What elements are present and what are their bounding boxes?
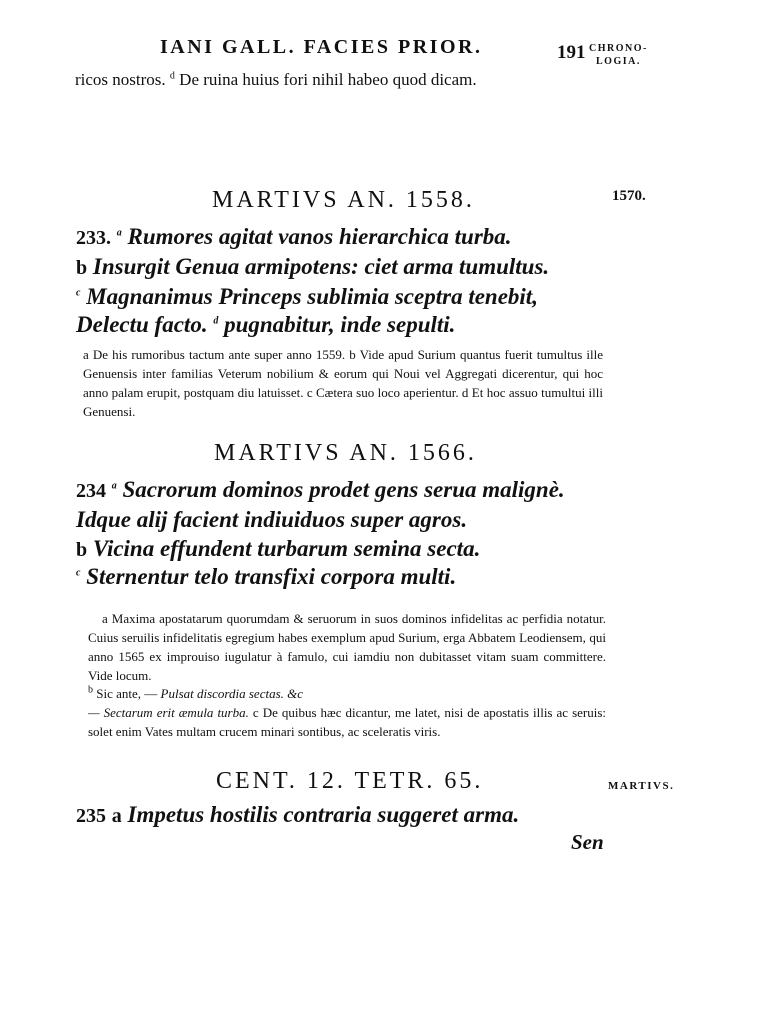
verse-line bbox=[76, 312, 455, 338]
verse-text: Vicina effundent turbarum semina secta. bbox=[92, 536, 481, 561]
verse-line bbox=[76, 477, 565, 503]
margin-year-1570: 1570. bbox=[612, 188, 646, 204]
carry-mark: d bbox=[169, 70, 175, 82]
verse-line bbox=[76, 564, 456, 590]
verse-line bbox=[76, 254, 549, 280]
top-carry-line bbox=[75, 70, 477, 90]
note-mark: b bbox=[76, 257, 88, 279]
verse-text: Sacrorum dominos prodet gens serua malignè. bbox=[122, 477, 565, 502]
catchword: Sen bbox=[571, 830, 604, 854]
note-mark: d bbox=[213, 315, 219, 327]
verse-text-continued: pugnabitur, inde sepulti. bbox=[224, 312, 456, 337]
note-mark: a bbox=[111, 480, 117, 492]
note-mark: a bbox=[111, 805, 122, 827]
note-mark: b bbox=[76, 539, 88, 561]
verse-number: 234 bbox=[76, 480, 106, 502]
margin-martius: MARTIVS. bbox=[608, 780, 675, 792]
verse-line bbox=[76, 284, 538, 310]
verse-text: Sternentur telo transfixi corpora multi. bbox=[86, 564, 457, 589]
verse-number: 235 bbox=[76, 805, 106, 827]
verse-text: Impetus hostilis contraria suggeret arma. bbox=[127, 802, 520, 827]
commentary-notes-1558: a De his rumoribus tactum ante super anno 1559. b Vide apud Surium quantus fuerit tumultus ille Genuensis inter familias Veterum nobilium & eorum qui Noui vel Aggregati dicerentur, qui hoc anno palam erupit, postquam diu latuisset. c Cætera suo loco aperientur. d Et hoc assuo tumultui illi Genuensi. bbox=[83, 347, 603, 419]
carry-text-a: ricos nostros. bbox=[75, 70, 166, 89]
margin-chronologia-line1: CHRONO- bbox=[589, 43, 648, 54]
commentary-note-a-1566: a Maxima apostatarum quorumdam & seruorum in suos dominos infidelitas ac perfidia notatur. Cuius seruilis infidelitatis egregium habes exemplum apud Surium, erga Abbatem Leodiensem, qui anno 1565 ex improuiso iugulatur à famulo, cui iamdiu non dubitasset vitam suam committere. Vide locum. bbox=[88, 611, 606, 683]
verse-text: Idque alij facient indiuiduos super agros. bbox=[76, 507, 468, 532]
note-mark: a bbox=[116, 227, 122, 239]
verse-line bbox=[76, 224, 512, 250]
section-heading-cent: CENT. 12. TETR. 65. bbox=[216, 768, 484, 794]
note-mark: c bbox=[76, 567, 81, 579]
verse-line bbox=[76, 536, 480, 562]
note-mark: b bbox=[88, 684, 93, 696]
note-b-line2: — Sectarum erit æmula turba. bbox=[88, 705, 249, 720]
verse-line bbox=[76, 507, 467, 533]
commentary-note-c-1566 bbox=[88, 703, 606, 741]
verse-text: Magnanimus Princeps sublimia sceptra tenebit, bbox=[86, 284, 538, 309]
note-b-italic: Pulsat discordia sectas. bbox=[160, 686, 284, 701]
section-heading-1558: MARTIVS AN. 1558. bbox=[212, 187, 475, 213]
verse-line bbox=[76, 802, 519, 828]
note-b-etc: &c bbox=[287, 686, 304, 701]
margin-chronologia-line2: LOGIA. bbox=[596, 56, 641, 67]
note-c-text: c De quibus hæc dicantur, me latet, nisi de apostatis illis ac seruis: solet enim Vates multam crucem minari sontibus, ac sceleratis viris. bbox=[88, 705, 607, 739]
verse-text: Rumores agitat vanos hierarchica turba. bbox=[127, 224, 512, 249]
verse-text: Delectu facto. bbox=[76, 312, 208, 337]
commentary-note-b-1566 bbox=[88, 684, 606, 703]
verse-number: 233. bbox=[76, 227, 111, 249]
margin-chronologia bbox=[589, 42, 648, 68]
note-mark: c bbox=[76, 287, 81, 299]
section-heading-1566: MARTIVS AN. 1566. bbox=[214, 440, 477, 466]
running-title: IANI GALL. FACIES PRIOR. bbox=[160, 36, 483, 58]
verse-text: Insurgit Genua armipotens: ciet arma tumultus. bbox=[92, 254, 550, 279]
note-b-text: Sic ante, — bbox=[96, 686, 158, 701]
carry-text-b: De ruina huius fori nihil habeo quod dicam. bbox=[179, 70, 477, 89]
page-number: 191 bbox=[557, 42, 586, 63]
